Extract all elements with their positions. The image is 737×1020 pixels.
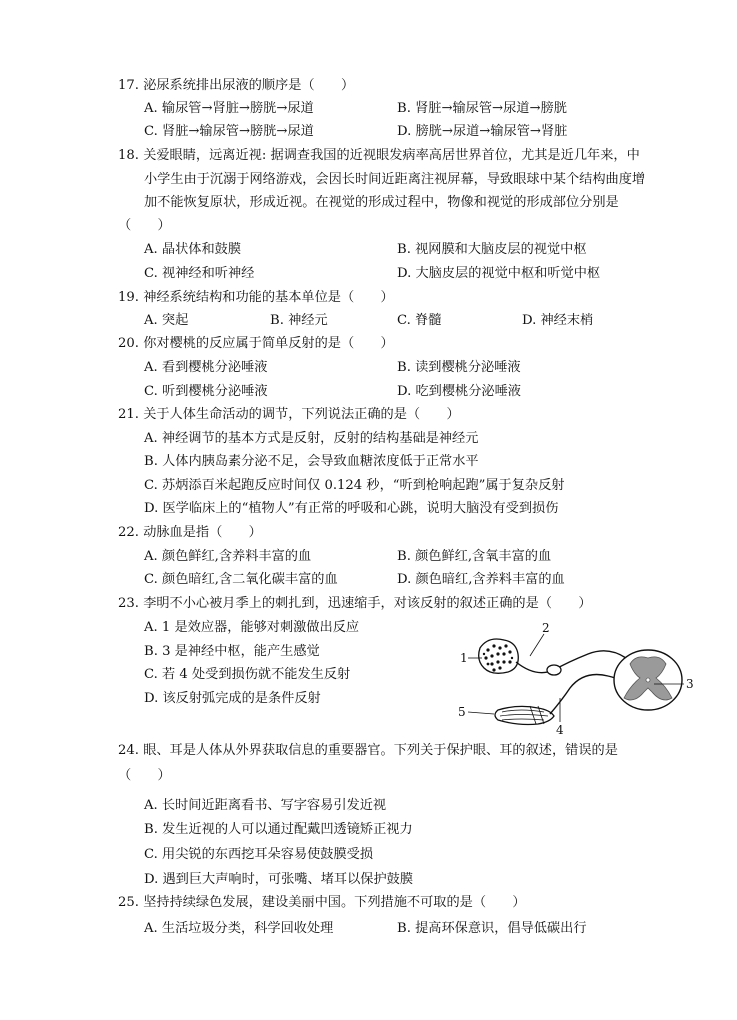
option-c: C. 脊髓 xyxy=(397,313,442,328)
option-a: A. 神经调节的基本方式是反射，反射的结构基础是神经元 xyxy=(144,431,479,446)
figure-label-4: 4 xyxy=(556,723,564,736)
figure-label-3: 3 xyxy=(686,677,694,691)
option-d: D. 颜色暗红,含养料丰富的血 xyxy=(397,572,565,587)
question-21 xyxy=(118,403,678,427)
question-18 xyxy=(118,144,678,168)
option-c: C. 颜色暗红,含二氧化碳丰富的血 xyxy=(144,572,338,587)
question-stem: 23. 李明不小心被月季上的刺扎到，迅速缩手，对该反射的叙述正确的是（ ） xyxy=(118,596,592,611)
option-d: D. 吃到樱桃分泌唾液 xyxy=(397,384,521,399)
option-b: B. 神经元 xyxy=(270,313,328,328)
option-c: C. 听到樱桃分泌唾液 xyxy=(144,384,268,399)
ganglion xyxy=(547,665,561,675)
option-b: B. 人体内胰岛素分泌不足，会导致血糖浓度低于正常水平 xyxy=(144,454,479,469)
question-stem: 25. 坚持持续绿色发展，建设美丽中国。下列措施不可取的是（ ） xyxy=(118,895,526,910)
question-stem: 20. 你对樱桃的反应属于简单反射的是（ ） xyxy=(118,336,394,351)
spinal-cord xyxy=(614,650,682,710)
reflex-arc-figure xyxy=(458,618,698,736)
effector-muscle xyxy=(495,706,554,725)
leader-line-2 xyxy=(530,634,544,656)
answer-blank: （ ） xyxy=(118,218,171,233)
option-a: A. 晶状体和鼓膜 xyxy=(144,242,242,257)
option-b: B. 发生近视的人可以通过配戴凹透镜矫正视力 xyxy=(144,822,413,837)
option-c: C. 若 4 处受到损伤就不能发生反射 xyxy=(144,667,351,682)
figure-label-2: 2 xyxy=(542,621,550,635)
question-stem: 17. 泌尿系统排出尿液的顺序是（ ） xyxy=(118,78,355,93)
answer-blank: （ ） xyxy=(118,768,171,783)
question-stem-cont: 小学生由于沉溺于网络游戏，会因长时间近距离注视屏幕，导致眼球中某个结构曲度增 xyxy=(144,172,646,187)
question-24 xyxy=(118,739,678,763)
figure-label-1: 1 xyxy=(460,651,468,665)
option-b: B. 视网膜和大脑皮层的视觉中枢 xyxy=(397,242,587,257)
option-a: A. 颜色鲜红,含养料丰富的血 xyxy=(144,549,312,564)
option-a: A. 突起 xyxy=(144,313,189,328)
option-a: A. 生活垃圾分类，科学回收处理 xyxy=(144,921,334,936)
option-d: D. 神经末梢 xyxy=(522,313,594,328)
figure-label-5: 5 xyxy=(458,705,466,719)
question-25 xyxy=(118,891,678,915)
option-a: A. 长时间近距离看书、写字容易引发近视 xyxy=(144,798,387,813)
option-c: C. 苏炳添百米起跑反应时间仅 0.124 秒，“听到枪响起跑”属于复杂反射 xyxy=(144,478,565,493)
option-c: C. 视神经和听神经 xyxy=(144,266,255,281)
question-stem: 22. 动脉血是指（ ） xyxy=(118,525,262,540)
option-d: D. 该反射弧完成的是条件反射 xyxy=(144,691,321,706)
question-22 xyxy=(118,521,678,545)
option-d: D. 膀胱→尿道→输尿管→肾脏 xyxy=(397,124,568,139)
option-b: B. 读到樱桃分泌唾液 xyxy=(397,360,521,375)
question-20 xyxy=(118,332,678,356)
receptor-skin xyxy=(479,639,519,673)
question-17 xyxy=(118,74,678,98)
option-a: A. 看到樱桃分泌唾液 xyxy=(144,360,268,375)
option-b: B. 肾脏→输尿管→尿道→膀胱 xyxy=(397,101,567,116)
option-b: B. 3 是神经中枢，能产生感觉 xyxy=(144,644,320,659)
option-d: D. 医学临床上的“植物人”有正常的呼吸和心跳，说明大脑没有受到损伤 xyxy=(144,501,559,516)
question-stem-cont: 加不能恢复原状，形成近视。在视觉的形成过程中，物像和视觉的形成部位分别是 xyxy=(144,195,619,210)
option-b: B. 提高环保意识，倡导低碳出行 xyxy=(397,921,587,936)
option-c: C. 肾脏→输尿管→膀胱→尿道 xyxy=(144,124,314,139)
option-b: B. 颜色鲜红,含氧丰富的血 xyxy=(397,549,552,564)
question-stem: 18. 关爱眼睛，远离近视: 据调查我国的近视眼发病率高居世界首位，尤其是近几年来，中 xyxy=(118,148,640,163)
leader-line-5 xyxy=(468,712,494,714)
option-a: A. 1 是效应器，能够对刺激做出反应 xyxy=(144,620,360,635)
question-stem: 21. 关于人体生命活动的调节，下列说法正确的是（ ） xyxy=(118,407,460,422)
option-c: C. 用尖锐的东西挖耳朵容易使鼓膜受损 xyxy=(144,847,374,862)
option-d: D. 遇到巨大声响时，可张嘴、堵耳以保护鼓膜 xyxy=(144,872,414,887)
option-a: A. 输尿管→肾脏→膀胱→尿道 xyxy=(144,101,314,116)
option-d: D. 大脑皮层的视觉中枢和听觉中枢 xyxy=(397,266,601,281)
question-23 xyxy=(118,592,678,616)
question-stem: 19. 神经系统结构和功能的基本单位是（ ） xyxy=(118,290,394,305)
question-19 xyxy=(118,286,678,310)
question-stem: 24. 眼、耳是人体从外界获取信息的重要器官。下列关于保护眼、耳的叙述，错误的是 xyxy=(118,743,618,758)
